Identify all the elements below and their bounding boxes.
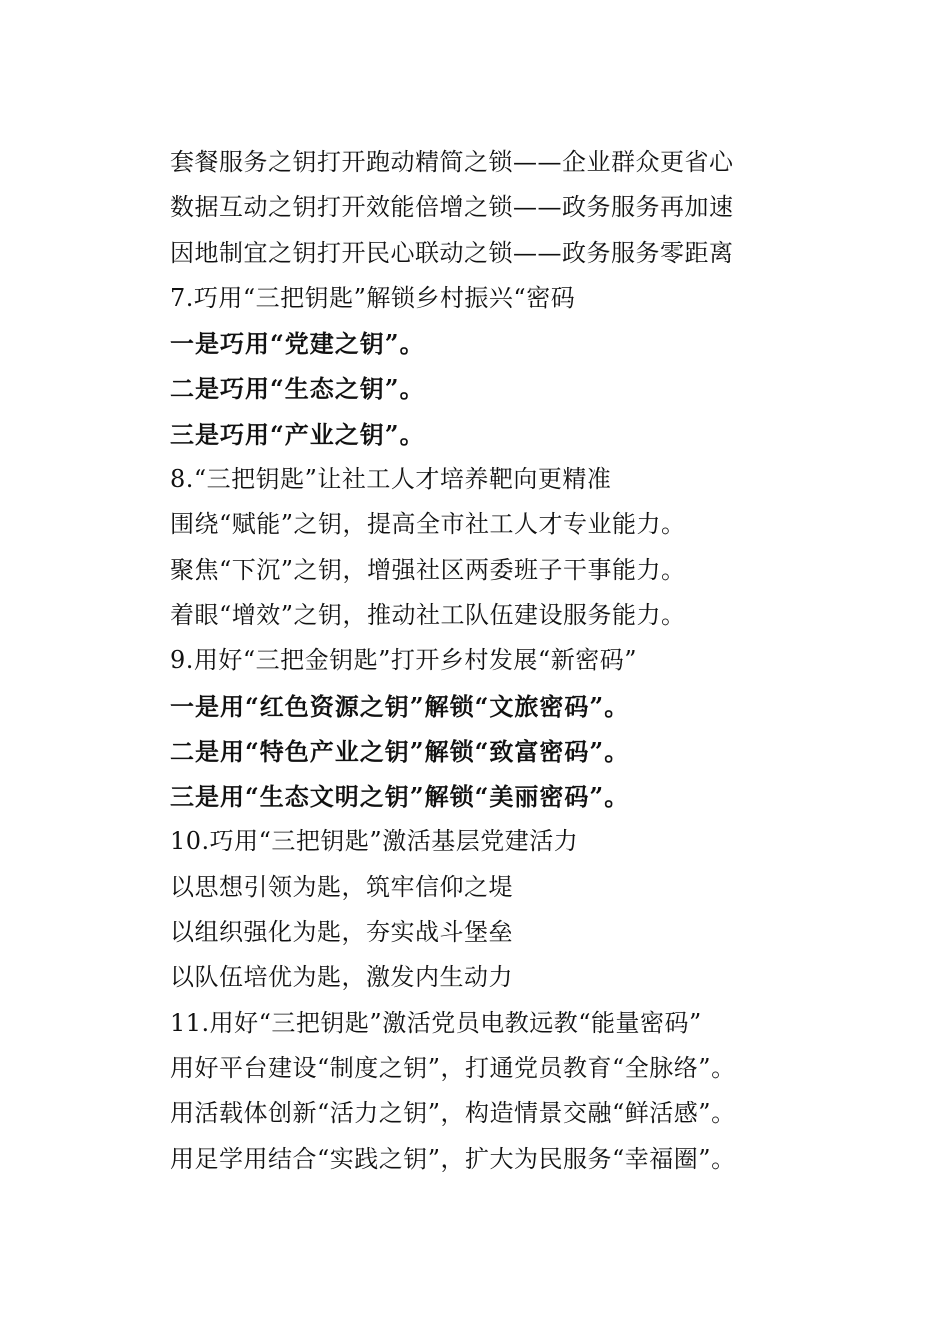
text-line: 用活载体创新“活力之钥”，构造情景交融“鲜活感”。: [170, 1099, 736, 1128]
section-heading-7: 7.巧用“三把钥匙”解锁乡村振兴“密码: [170, 283, 576, 312]
bold-text-line: 二是巧用“生态之钥”。: [170, 374, 425, 404]
section-heading-10: 10.巧用“三把钥匙”激活基层党建活力: [170, 827, 579, 856]
bold-text-line: 二是用“特色产业之钥”解锁“致富密码”。: [170, 736, 630, 766]
text-line: 以思想引领为匙，筑牢信仰之堤: [170, 872, 513, 901]
bold-text-line: 三是巧用“产业之钥”。: [170, 419, 425, 449]
text-line: 用好平台建设“制度之钥”，打通党员教育“全脉络”。: [170, 1053, 736, 1082]
text-line: 以队伍培优为匙，激发内生动力: [170, 963, 513, 992]
text-line: 用足学用结合“实践之钥”，扩大为民服务“幸福圈”。: [170, 1144, 736, 1173]
section-heading-9: 9.用好“三把金钥匙”打开乡村发展“新密码”: [170, 646, 637, 675]
section-heading-11: 11.用好“三把钥匙”激活党员电教远教“能量密码”: [170, 1008, 702, 1037]
text-line: 着眼“增效”之钥，推动社工队伍建设服务能力。: [170, 600, 686, 629]
text-line: 聚焦“下沉”之钥，增强社区两委班子干事能力。: [170, 555, 686, 584]
text-line: 数据互动之钥打开效能倍增之锁——政务服务再加速: [170, 193, 734, 222]
text-line: 因地制宜之钥打开民心联动之锁——政务服务零距离: [170, 238, 734, 267]
bold-text-line: 三是用“生态文明之钥”解锁“美丽密码”。: [170, 782, 630, 812]
text-line: 套餐服务之钥打开跑动精简之锁——企业群众更省心: [170, 148, 734, 176]
document-body: [170, 140, 930, 1182]
text-line: 以组织强化为匙，夯实战斗堡垒: [170, 918, 513, 947]
bold-text-line: 一是用“红色资源之钥”解锁“文旅密码”。: [170, 691, 630, 721]
section-heading-8: 8.“三把钥匙”让社工人才培养靶向更精准: [170, 465, 612, 494]
bold-text-line: 一是巧用“党建之钥”。: [170, 329, 425, 359]
text-line: 围绕“赋能”之钥，提高全市社工人才专业能力。: [170, 510, 686, 539]
